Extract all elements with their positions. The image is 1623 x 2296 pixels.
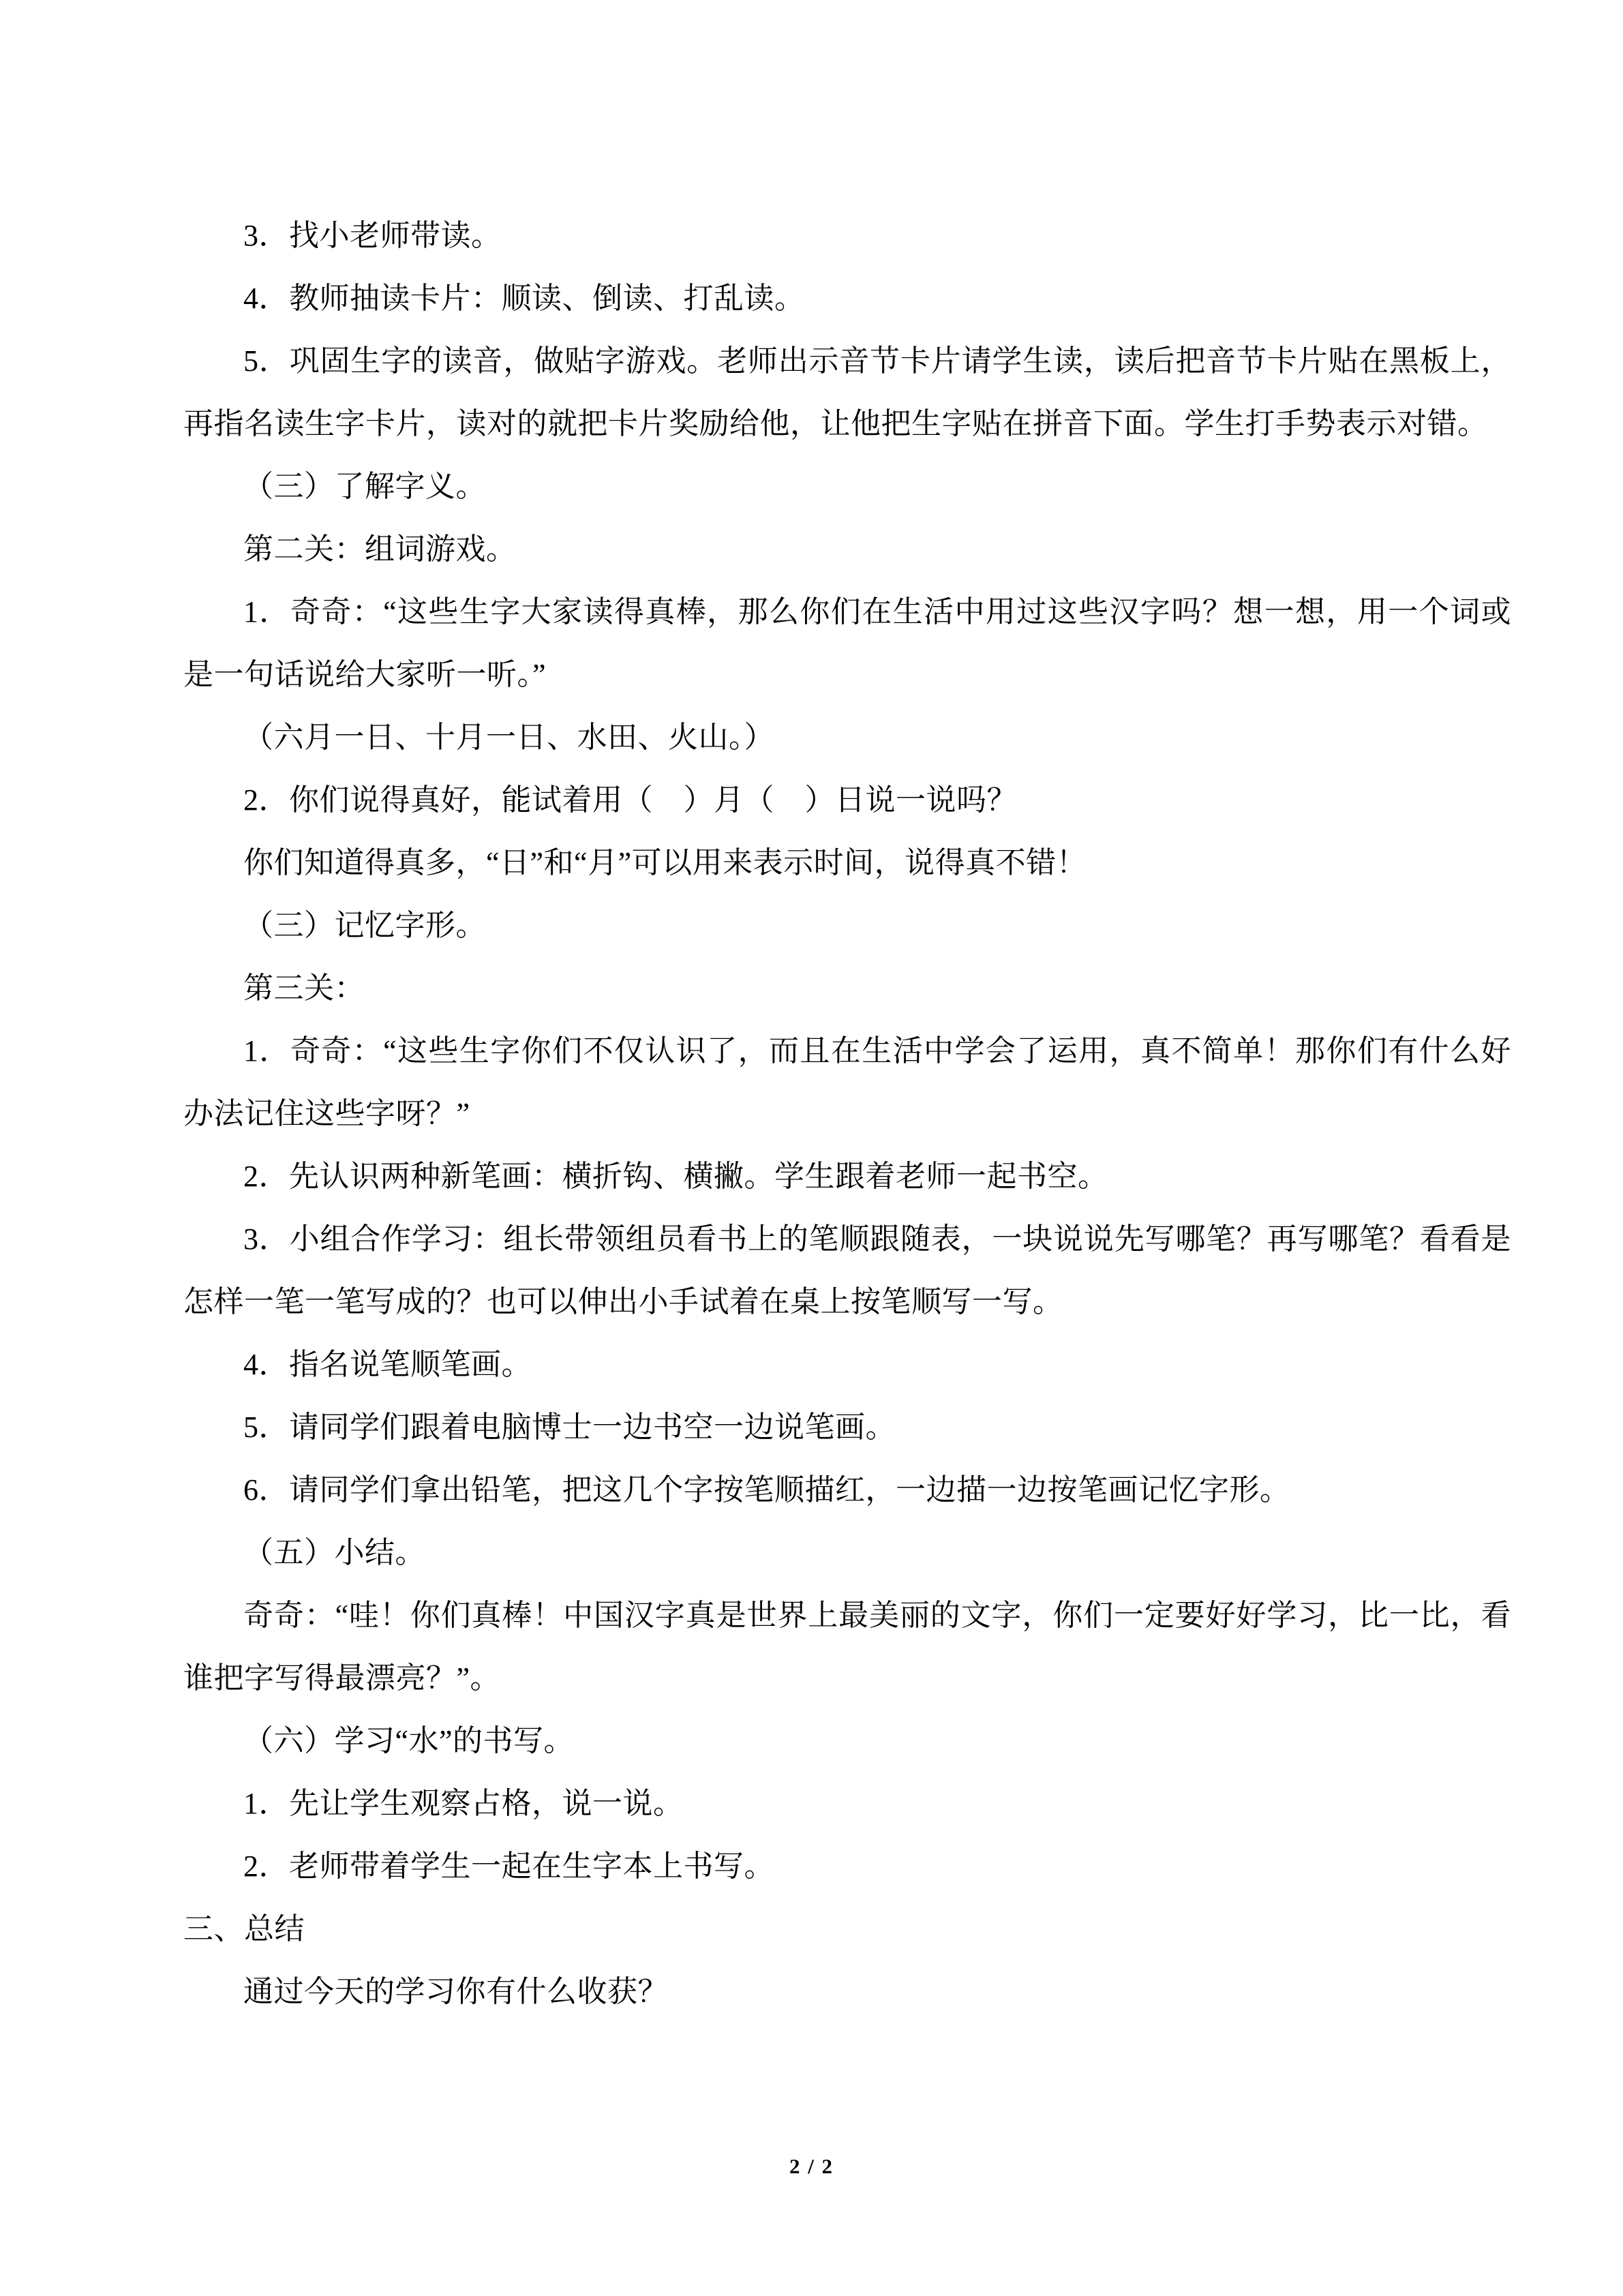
paragraph: 通过今天的学习你有什么收获？ (243, 1975, 668, 2008)
paragraph: （五）小结。 (243, 1536, 425, 1569)
paragraph: 你们知道得真多，“日”和“月”可以用来表示时间，说得真不错！ (243, 846, 1087, 879)
paragraph: 第二关：组词游戏。 (243, 532, 517, 566)
paragraph: 1．奇奇：“这些生字大家读得真棒，那么你们在生活中用过这些汉字吗？想一想，用一个词或是一句话说给大家听一听。” (183, 595, 1511, 691)
page-footer (0, 2154, 1623, 2179)
paragraph: （三）记忆字形。 (243, 909, 486, 942)
paragraph: （三）了解字义。 (243, 470, 486, 503)
paragraph: 1．先让学生观察占格，说一说。 (243, 1787, 684, 1820)
paragraph: 三、总结 (183, 1912, 305, 1946)
paragraph: 3．找小老师带读。 (243, 219, 502, 252)
paragraph: 4．教师抽读卡片：顺读、倒读、打乱读。 (243, 282, 805, 315)
paragraph: （六）学习“水”的书写。 (243, 1724, 575, 1757)
paragraph: 5．请同学们跟着电脑博士一边书空一边说笔画。 (243, 1410, 896, 1444)
paragraph: 奇奇：“哇！你们真棒！中国汉字真是世界上最美丽的文字，你们一定要好好学习，比一比，看谁把字写得最漂亮？”。 (183, 1599, 1511, 1695)
document-body (183, 205, 1511, 2023)
paragraph: 5．巩固生字的读音，做贴字游戏。老师出示音节卡片请学生读，读后把音节卡片贴在黑板上，再指名读生字卡片，读对的就把卡片奖励给他，让他把生字贴在拼音下面。学生打手势表示对错。 (183, 344, 1511, 440)
paragraph: 2．你们说得真好，能试着用（ ）月（ ）日说一说吗？ (243, 783, 1017, 817)
paragraph: 第三关： (243, 971, 365, 1005)
paragraph: 6．请同学们拿出铅笔，把这几个字按笔顺描红，一边描一边按笔画记忆字形。 (243, 1473, 1290, 1507)
paragraph: 2．老师带着学生一起在生字本上书写。 (243, 1849, 774, 1883)
paragraph: 4．指名说笔顺笔画。 (243, 1348, 532, 1381)
page-number: 2 / 2 (789, 2154, 834, 2178)
paragraph: 2．先认识两种新笔画：横折钩、横撇。学生跟着老师一起书空。 (243, 1160, 1108, 1193)
paragraph: 1．奇奇：“这些生字你们不仅认识了，而且在生活中学会了运用，真不简单！那你们有什么好办法记住这些字呀？” (183, 1034, 1511, 1130)
paragraph: （六月一日、十月一日、水田、火山。） (243, 721, 774, 754)
paragraph: 3．小组合作学习：组长带领组员看书上的笔顺跟随表，一块说说先写哪笔？再写哪笔？看看是怎样一笔一笔写成的？也可以伸出小手试着在桌上按笔顺写一写。 (183, 1222, 1511, 1318)
